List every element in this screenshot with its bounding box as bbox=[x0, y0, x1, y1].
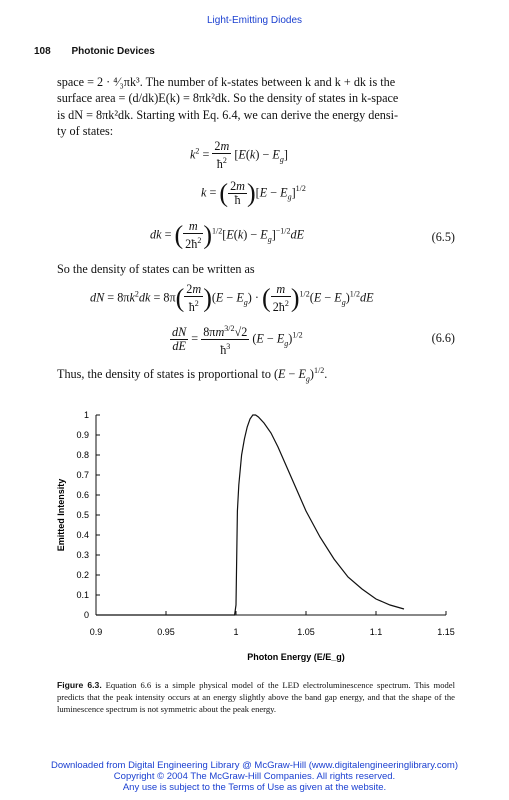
x-tick-label: 1 bbox=[233, 627, 239, 637]
equation-dN: dN = $8\pi k^2dk = 8\pi$( $\frac{2m}{ħ^2}$ )$(E - E_g)$ · ( $\frac{m}{2ħ^2}$ )$^{1/2}(E - E_g)^{1/2}dE$ bbox=[90, 282, 374, 315]
x-axis-label: Photon Energy (E/E_g) bbox=[247, 652, 345, 662]
top-header-title[interactable]: Light-Emitting Diodes bbox=[206, 15, 303, 26]
figure-caption bbox=[57, 679, 455, 715]
y-tick-label: 1 bbox=[83, 410, 89, 420]
y-tick-label: 0.9 bbox=[76, 430, 89, 440]
paragraph-1 bbox=[57, 74, 455, 140]
equation-k: k = ( $\frac{2m}{ħ}$ )$[E - E_g]^{1/2}$ bbox=[201, 178, 306, 208]
equation-dN-dE: $\frac{dN}{dE}$ = $\frac{8\pi m^{3/2}√2}{ħ^3}$ $(E - E_g)^{1/2}$ bbox=[172, 324, 303, 358]
paragraph-1-line-4: ty of states: bbox=[57, 124, 114, 139]
paragraph-3: Thus, the density of states is proportional to $(E - E_g)^{1/2}$. bbox=[57, 366, 328, 384]
luminescence-spectrum-chart bbox=[0, 400, 509, 670]
footer bbox=[0, 760, 509, 793]
running-title: Photonic Devices bbox=[71, 46, 155, 57]
running-head bbox=[34, 46, 155, 57]
x-tick-label: 1.1 bbox=[369, 627, 383, 637]
paragraph-1-line-1: space = 2 · ⁴⁄₃πk³. The number of k-states between k and k + dk is the bbox=[57, 75, 396, 89]
y-tick-label: 0 bbox=[83, 610, 89, 620]
y-tick-label: 0.6 bbox=[76, 490, 89, 500]
y-tick-label: 0.1 bbox=[76, 590, 89, 600]
y-tick-label: 0.5 bbox=[76, 510, 89, 520]
y-axis-label: Emitted Intensity bbox=[56, 478, 66, 552]
equation-number-6-6: (6.6) bbox=[431, 331, 455, 345]
figure-caption-label: Figure 6.3. bbox=[57, 680, 102, 690]
y-tick-label: 0.8 bbox=[76, 450, 89, 460]
y-tick-label: 0.2 bbox=[76, 570, 89, 580]
paragraph-1-line-3: is dN = 8πk²dk. Starting with Eq. 6.4, we can derive the energy densi- bbox=[57, 107, 399, 122]
spectrum-series-line bbox=[96, 415, 404, 615]
equation-number-6-5: (6.5) bbox=[431, 230, 455, 244]
page-number: 108 bbox=[34, 46, 51, 57]
figure-caption-text: Equation 6.6 is a simple physical model of the LED electroluminescence spectrum. This model predicts that the peak intensity occurs at an energy slightly above the band gap energy, and that the shape of the luminescence spectrum is not symmetric about the peak energy. bbox=[57, 680, 455, 714]
equation-k-squared: $k^2$ = $\frac{2m}{ħ^2}$ $[E(k) - E_g]$ bbox=[190, 139, 288, 172]
y-tick-label: 0.4 bbox=[76, 530, 89, 540]
paragraph-2: So the density of states can be written as bbox=[57, 262, 255, 276]
x-tick-label: 0.9 bbox=[89, 627, 103, 637]
equation-dk: dk = ( $\frac{m}{2ħ^2}$ )$^{1/2}[E(k) - E_g]^{-1/2}dE$ bbox=[150, 219, 305, 252]
footer-download-link[interactable]: Downloaded from Digital Engineering Library @ McGraw-Hill (www.digitalengineeringlibrary.com) bbox=[50, 760, 459, 771]
x-tick-label: 1.05 bbox=[297, 627, 315, 637]
y-tick-label: 0.7 bbox=[76, 470, 89, 480]
y-tick-label: 0.3 bbox=[76, 550, 89, 560]
footer-copyright: Copyright © 2004 The McGraw-Hill Companies. All rights reserved. bbox=[113, 771, 396, 782]
x-tick-label: 1.15 bbox=[437, 627, 455, 637]
x-tick-label: 0.95 bbox=[157, 627, 175, 637]
footer-terms[interactable]: Any use is subject to the Terms of Use as given at the website. bbox=[122, 782, 387, 793]
paragraph-1-line-2: surface area = (d/dk)E(k) = 8πk²dk. So the density of states in k-space bbox=[57, 91, 399, 106]
